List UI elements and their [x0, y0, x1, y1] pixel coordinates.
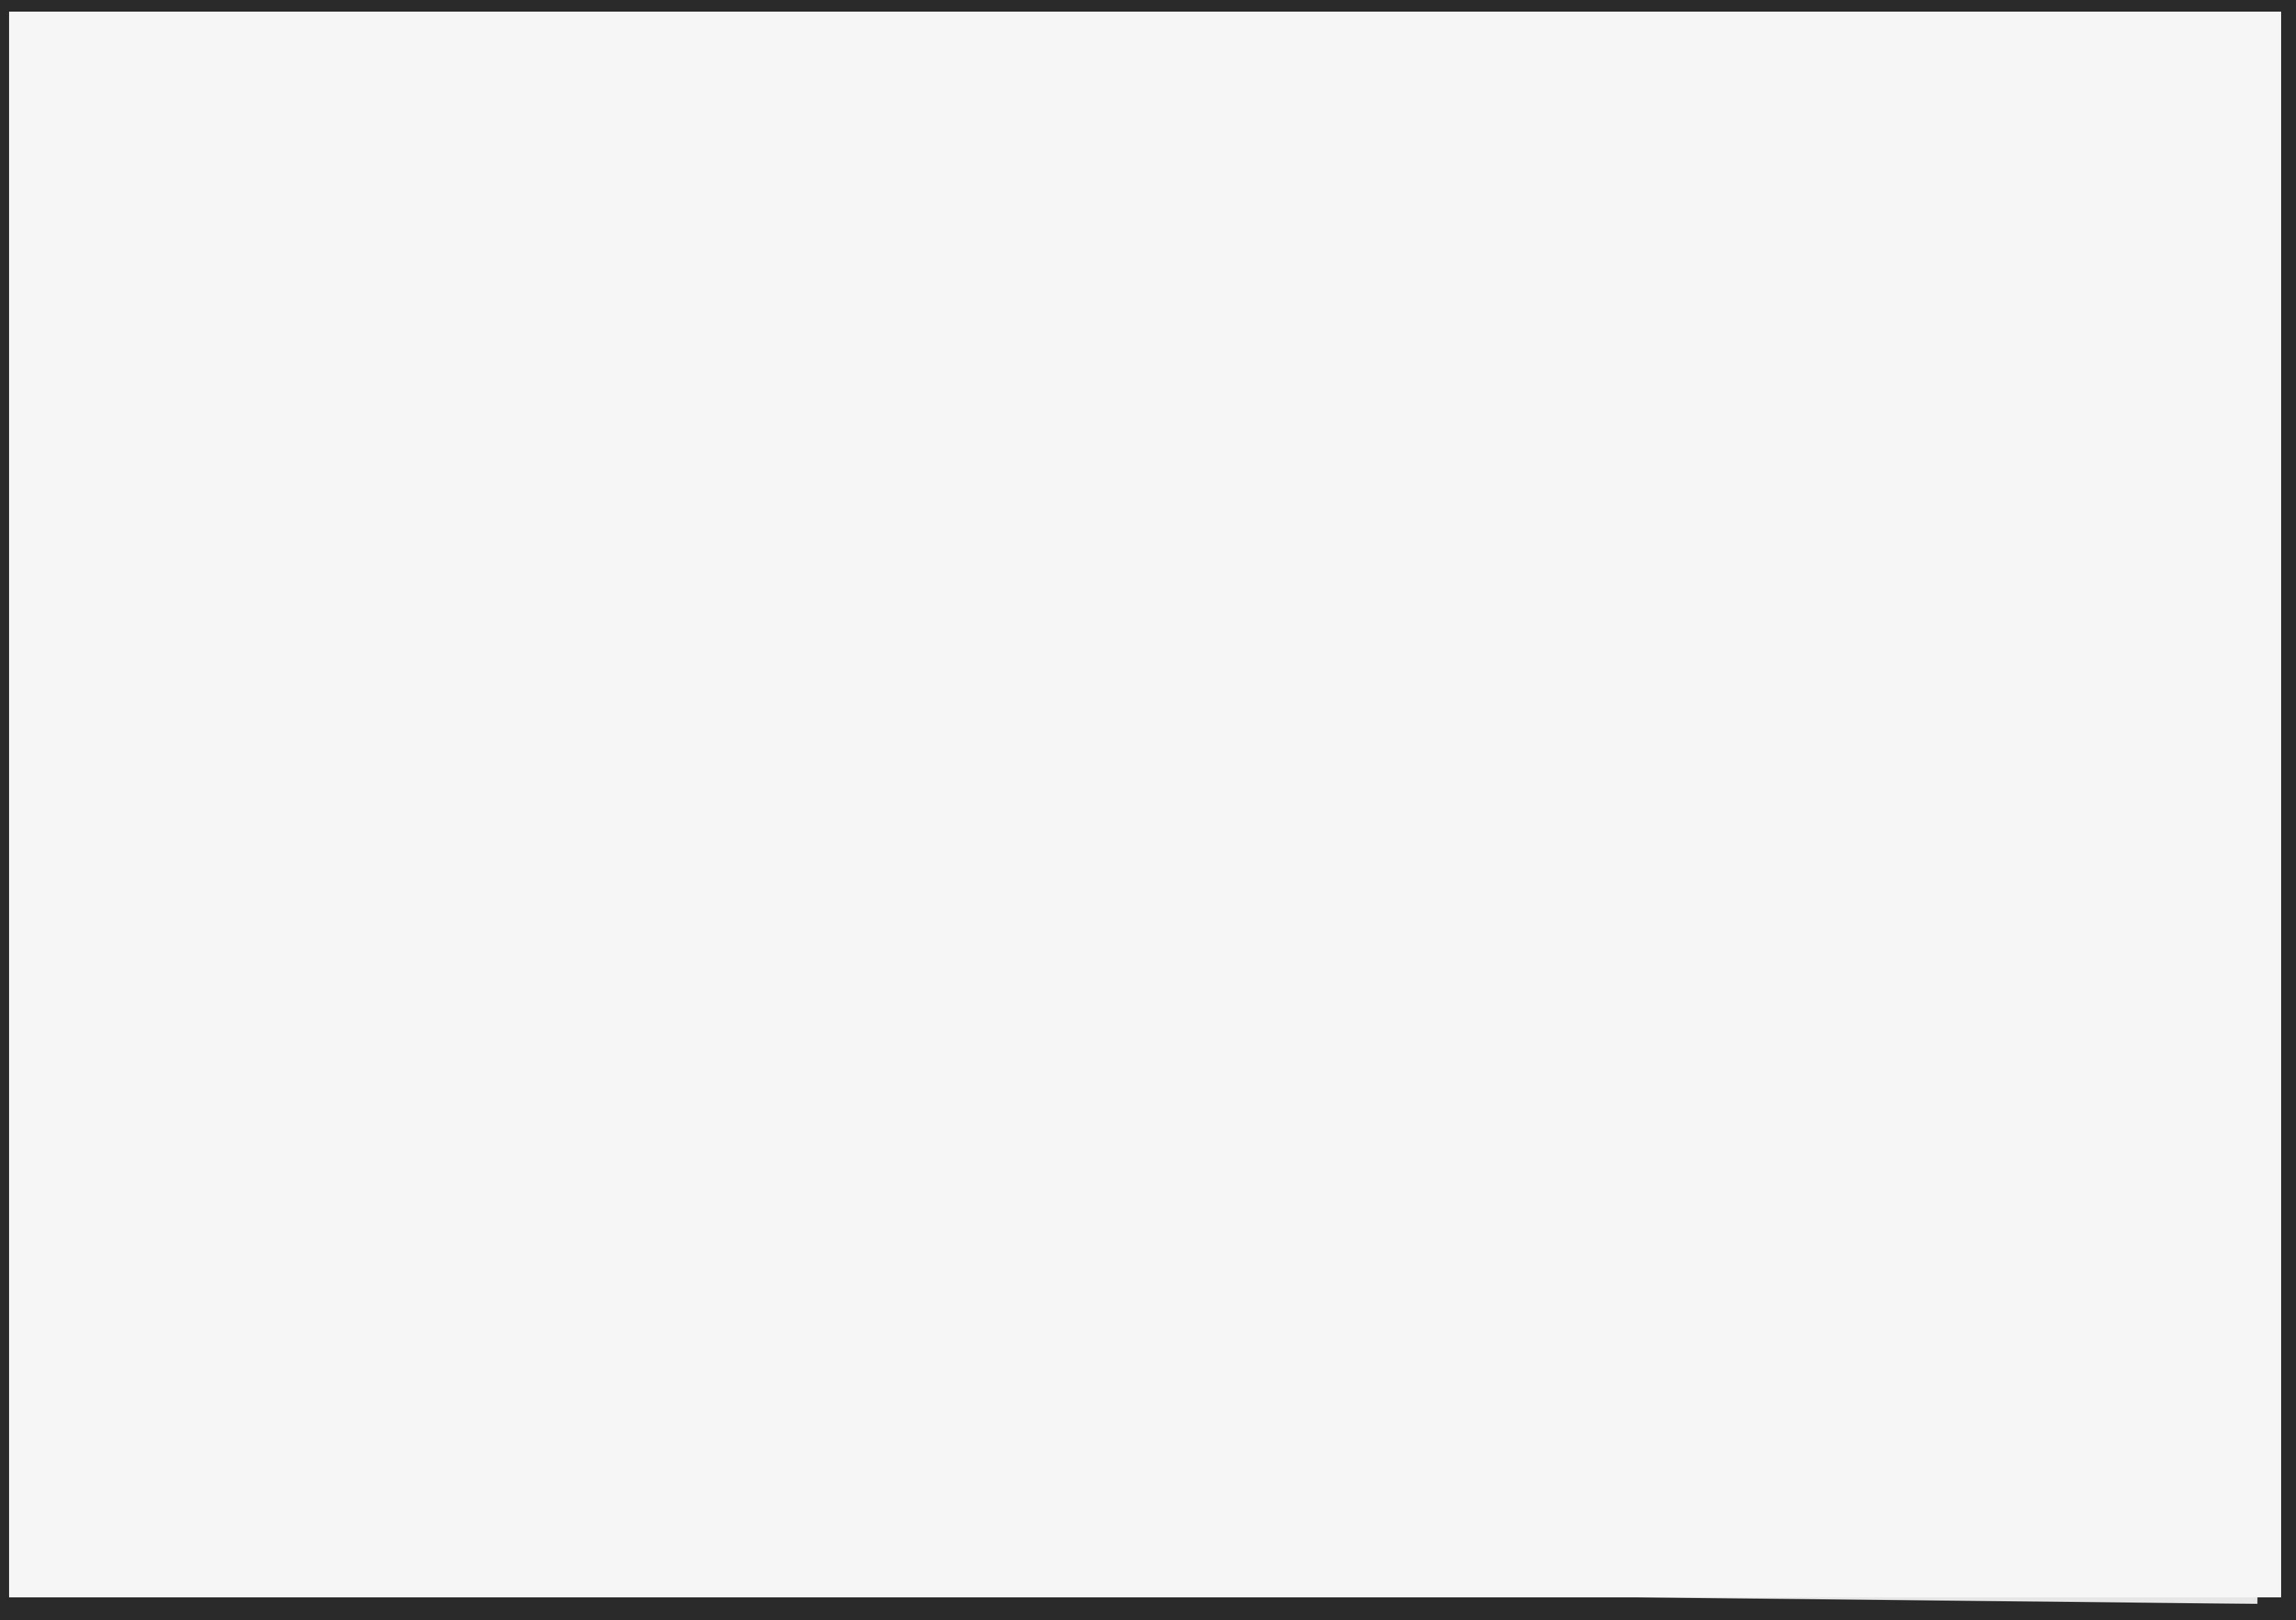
- scanned-page: [9, 12, 2281, 1597]
